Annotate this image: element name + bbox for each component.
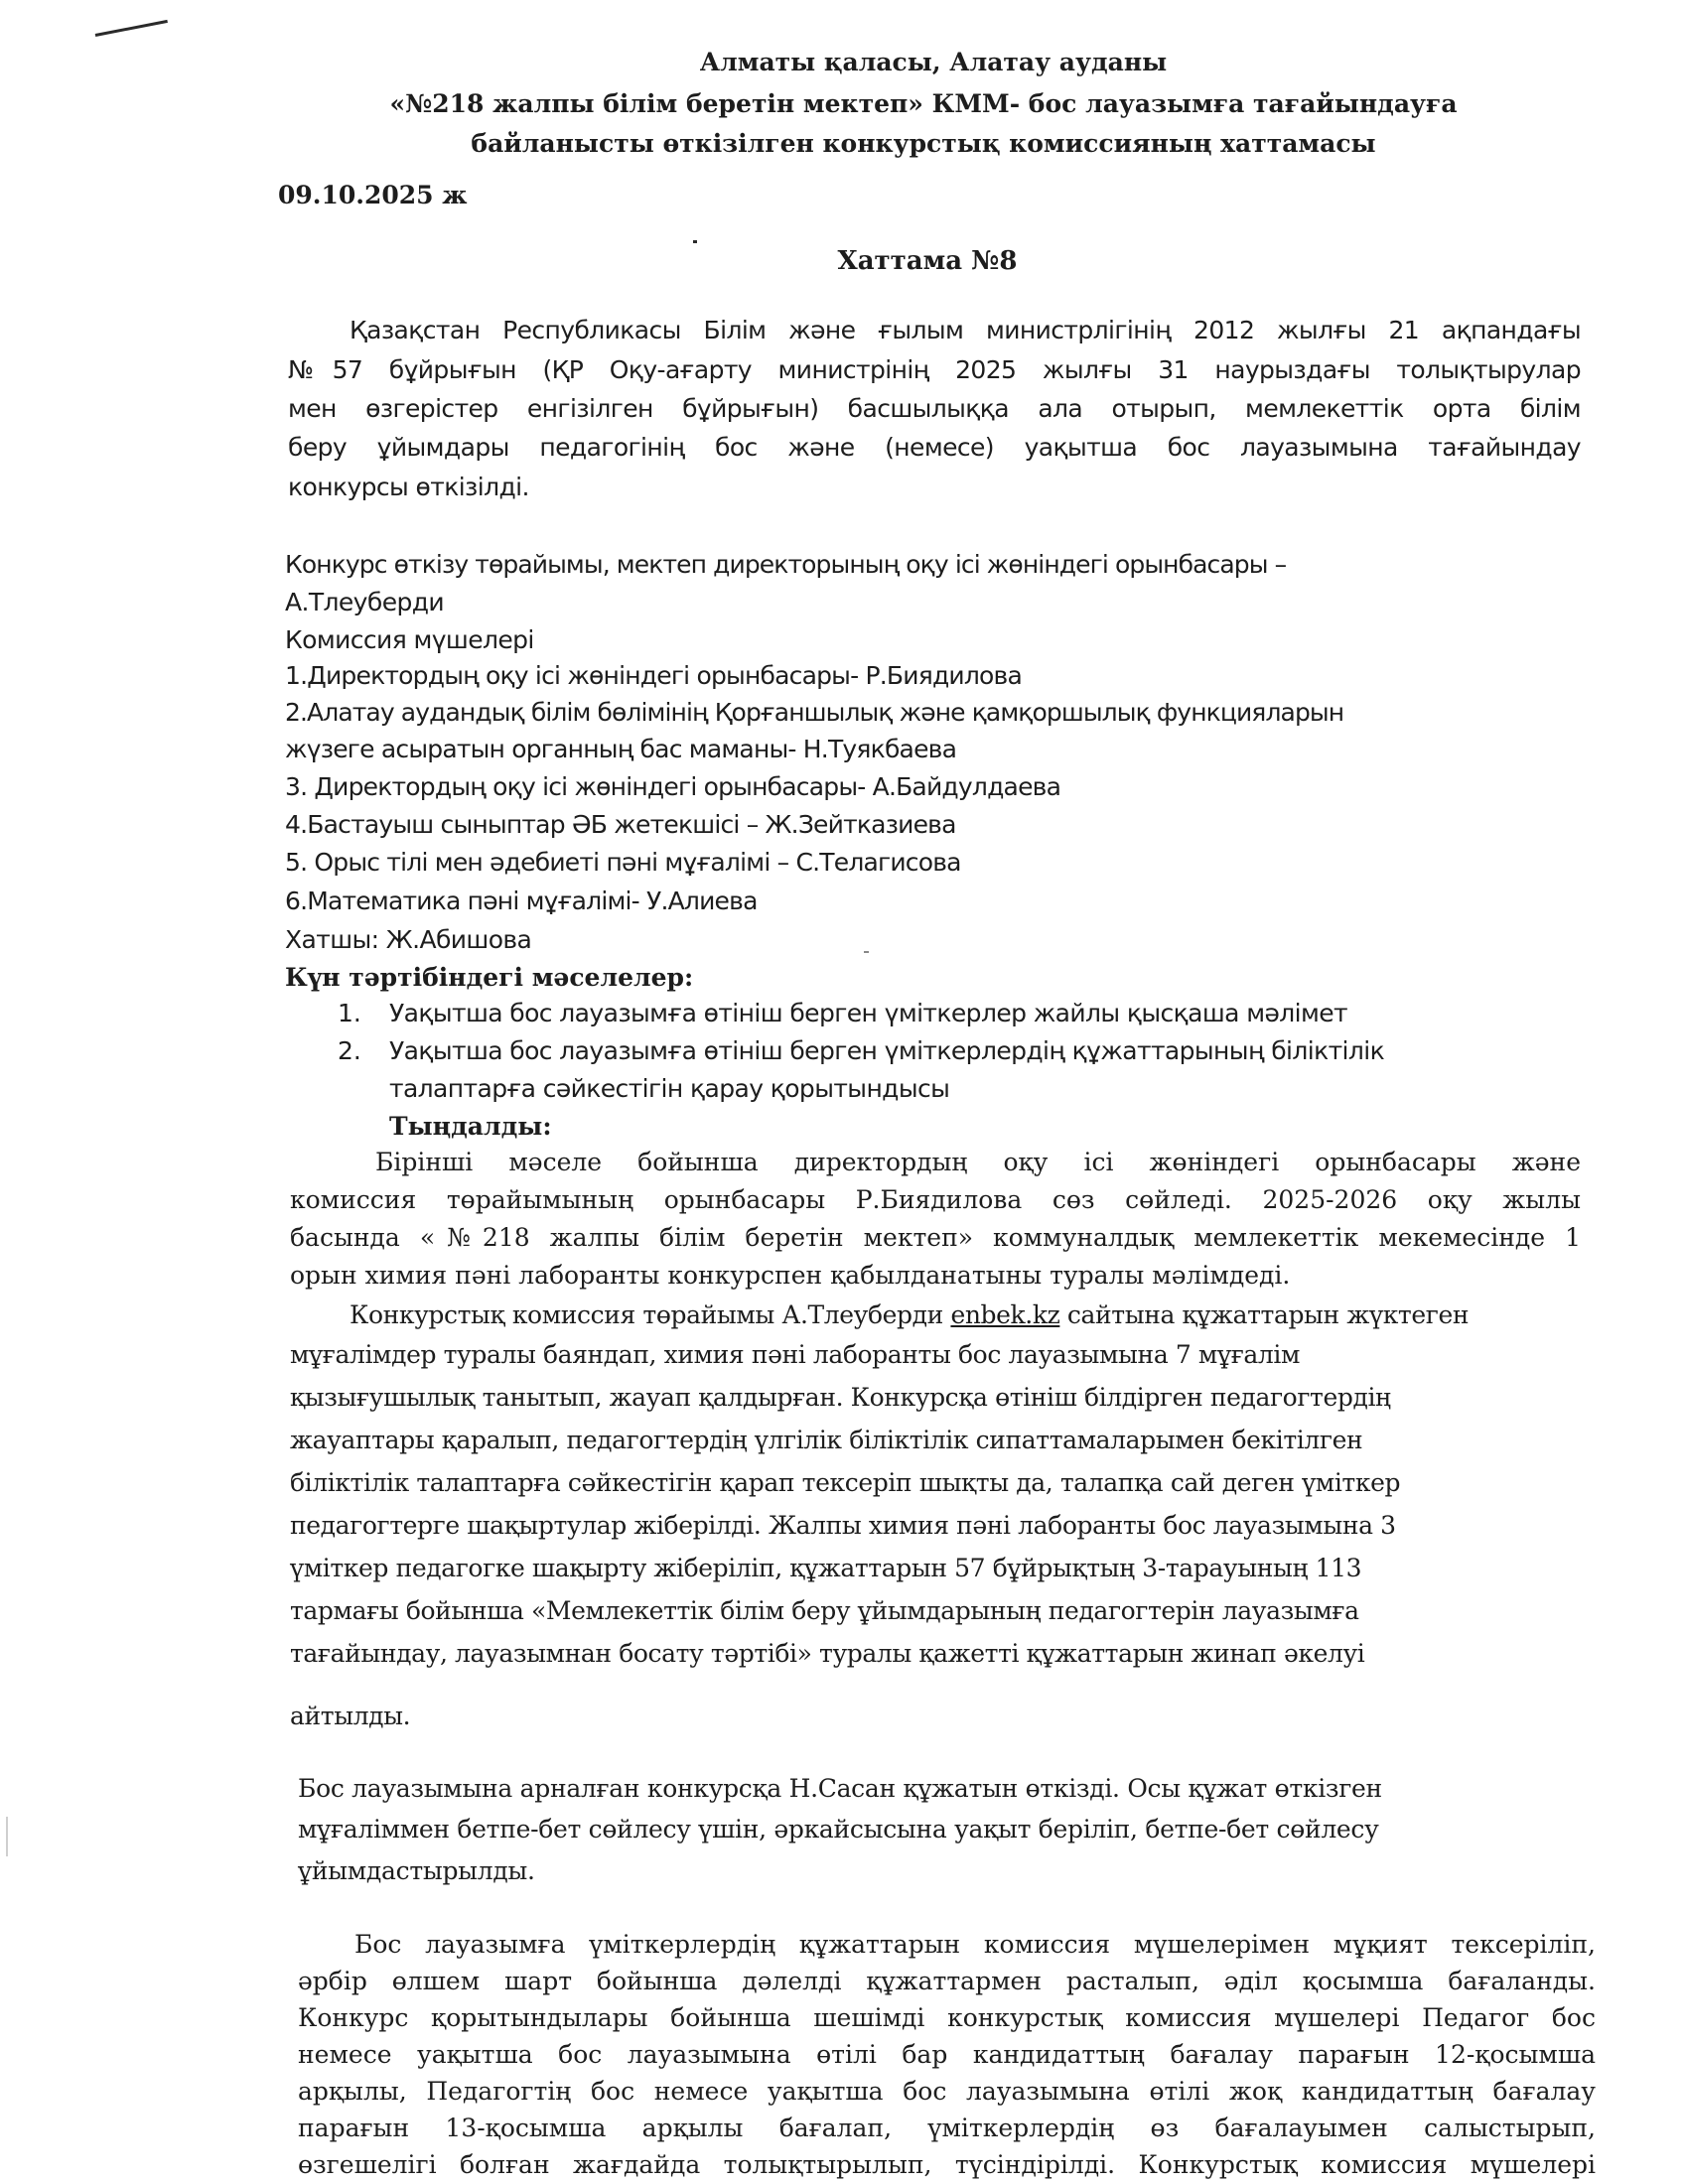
evaluation-line: әрбір өлшем шарт бойынша дәлелді құжаттармен расталып, әділ қосымша бағаланды. — [298, 1967, 1596, 1995]
member-line: 2.Алатау аудандық білім бөлімінің Қорғаншылық және қамқоршылық функцияларын — [285, 698, 1344, 727]
enbek-link[interactable]: enbek.kz — [950, 1300, 1060, 1329]
report-line: тағайындау, лауазымнан босату тәртібі» туралы қажетті құжаттарын жинап әкелуі — [290, 1639, 1365, 1668]
evaluation-line: арқылы, Педагогтің бос немесе уақытша бос лауазымына өтілі жоқ кандидаттың бағалау — [298, 2077, 1596, 2106]
report-line: айтылды. — [290, 1702, 411, 1730]
report-text: Конкурстық комиссия төрайымы А.Тлеуберди — [350, 1300, 951, 1329]
intro-line: Қазақстан Республикасы Білім және ғылым министрлігінің 2012 жылғы 21 ақпандағы — [350, 316, 1581, 344]
agenda-item-continuation: талаптарға сәйкестігін қарау қорытындысы — [389, 1074, 950, 1103]
heard-line: Бірінші мәселе бойынша директордың оқу ісі жөніндегі орынбасары және — [375, 1148, 1581, 1176]
member-line: 6.Математика пәні мұғалімі- У.Алиева — [285, 887, 758, 915]
agenda-item-number: 2. — [338, 1036, 361, 1065]
member-line: 1.Директордың оқу ісі жөніндегі орынбасары- Р.Биядилова — [285, 661, 1023, 690]
report-first-line — [350, 1300, 1469, 1329]
candidate-line: Бос лауазымына арналған конкурсқа Н.Сасан құжатын өткізді. Осы құжат өткізген — [298, 1774, 1382, 1803]
agenda-item-number: 1. — [338, 999, 361, 1027]
agenda-item: Уақытша бос лауазымға өтініш берген үміткерлер жайлы қысқаша мәлімет — [389, 999, 1347, 1027]
evaluation-line: Бос лауазымға үміткерлердің құжаттарын комиссия мүшелерімен мұқият тексеріліп, — [354, 1930, 1596, 1959]
scan-speck — [693, 240, 697, 243]
protocol-title: Хаттама №8 — [837, 246, 1018, 276]
document-date: 09.10.2025 ж — [278, 181, 468, 209]
intro-line: беру ұйымдары педагогінің бос және (немесе) уақытша бос лауазымына тағайындау — [288, 433, 1581, 462]
member-line: 3. Директордың оқу ісі жөніндегі орынбасары- А.Байдулдаева — [285, 772, 1061, 801]
evaluation-line: өзгешелігі болған жағдайда толықтырылып, түсіндірілді. Конкурстық комиссия мүшелері — [298, 2150, 1596, 2179]
header-line-3: байланысты өткізілген конкурстық комиссияның хаттамасы — [471, 129, 1376, 158]
report-line: үміткер педагогке шақырту жіберіліп, құжаттарын 57 бұйрықтың 3-тарауының 113 — [290, 1554, 1362, 1582]
members-heading: Комиссия мүшелері — [285, 625, 534, 654]
agenda-item: Уақытша бос лауазымға өтініш берген үміткерлердің құжаттарының біліктілік — [389, 1036, 1385, 1065]
member-line: 4.Бастауыш сыныптар ӘБ жетекшісі – Ж.Зейтказиева — [285, 810, 956, 839]
evaluation-line: немесе уақытша бос лауазымына өтілі бар кандидаттың бағалау парағын 12-қосымша — [298, 2040, 1596, 2069]
scan-mark — [95, 20, 168, 37]
heard-line: орын химия пәні лаборанты конкурспен қабылданатыны туралы мәлімдеді. — [290, 1261, 1291, 1290]
report-line: жауаптары қаралып, педагогтердің үлгілік біліктілік сипаттамаларымен бекітілген — [290, 1426, 1363, 1454]
secretary-line: Хатшы: Ж.Абишова — [285, 925, 532, 954]
heard-line: басында «№218 жалпы білім беретін мектеп» коммуналдық мемлекеттік мекемесінде 1 — [290, 1223, 1581, 1252]
intro-line: конкурсы өткізілді. — [288, 473, 529, 501]
report-line: педагогтерге шақыртулар жіберілді. Жалпы химия пәні лаборанты бос лауазымына 3 — [290, 1511, 1396, 1540]
scan-speck — [6, 1817, 8, 1856]
report-text: сайтына құжаттарын жүктеген — [1059, 1300, 1470, 1329]
chair-name: А.Тлеуберди — [285, 588, 445, 616]
report-line: біліктілік талаптарға сәйкестігін қарап тексеріп шықты да, талапқа сай деген үміткер — [290, 1468, 1401, 1497]
member-line: жүзеге асыратын органның бас маманы- Н.Туякбаева — [285, 735, 957, 763]
candidate-line: мұғаліммен бетпе-бет сөйлесу үшін, әркайсысына уақыт беріліп, бетпе-бет сөйлесу — [298, 1815, 1379, 1843]
evaluation-line: парағын 13-қосымша арқылы бағалап, үміткерлердің өз бағалауымен салыстырып, — [298, 2114, 1596, 2142]
report-line: мұғалімдер туралы баяндап, химия пәні лаборанты бос лауазымына 7 мұғалім — [290, 1340, 1301, 1369]
chair-line: Конкурс өткізу төрайымы, мектеп директорының оқу ісі жөніндегі орынбасары – — [285, 550, 1287, 579]
candidate-line: ұйымдастырылды. — [298, 1856, 535, 1885]
intro-line: №57 бұйрығын (ҚР Оқу-ағарту министрінің 2025 жылғы 31 наурыздағы толықтырулар — [288, 355, 1581, 384]
report-line: тармағы бойынша «Мемлекеттік білім беру ұйымдарының педагогтерін лауазымға — [290, 1596, 1359, 1625]
intro-line: мен өзгерістер енгізілген бұйрығын) басшылыққа ала отырып, мемлекеттік орта білім — [288, 394, 1581, 423]
evaluation-line: Конкурс қорытындылары бойынша шешімді конкурстық комиссия мүшелері Педагог бос — [298, 2003, 1596, 2032]
header-line-1: Алматы қаласы, Алатау ауданы — [699, 48, 1168, 76]
heard-heading: Тыңдалды: — [389, 1112, 552, 1141]
agenda-heading: Күн тәртібіндегі мәселелер: — [285, 963, 694, 992]
header-line-2: «№218 жалпы білім беретін мектеп» КММ- бос лауазымға тағайындауға — [389, 89, 1458, 118]
scan-speck — [864, 951, 869, 953]
heard-line: комиссия төрайымының орынбасары Р.Биядилова сөз сөйледі. 2025-2026 оқу жылы — [290, 1185, 1581, 1214]
member-line: 5. Орыс тілі мен әдебиеті пәні мұғалімі – С.Телагисова — [285, 848, 961, 877]
report-line: қызығушылық танытып, жауап қалдырған. Конкурсқа өтініш білдірген педагогтердің — [290, 1383, 1391, 1412]
